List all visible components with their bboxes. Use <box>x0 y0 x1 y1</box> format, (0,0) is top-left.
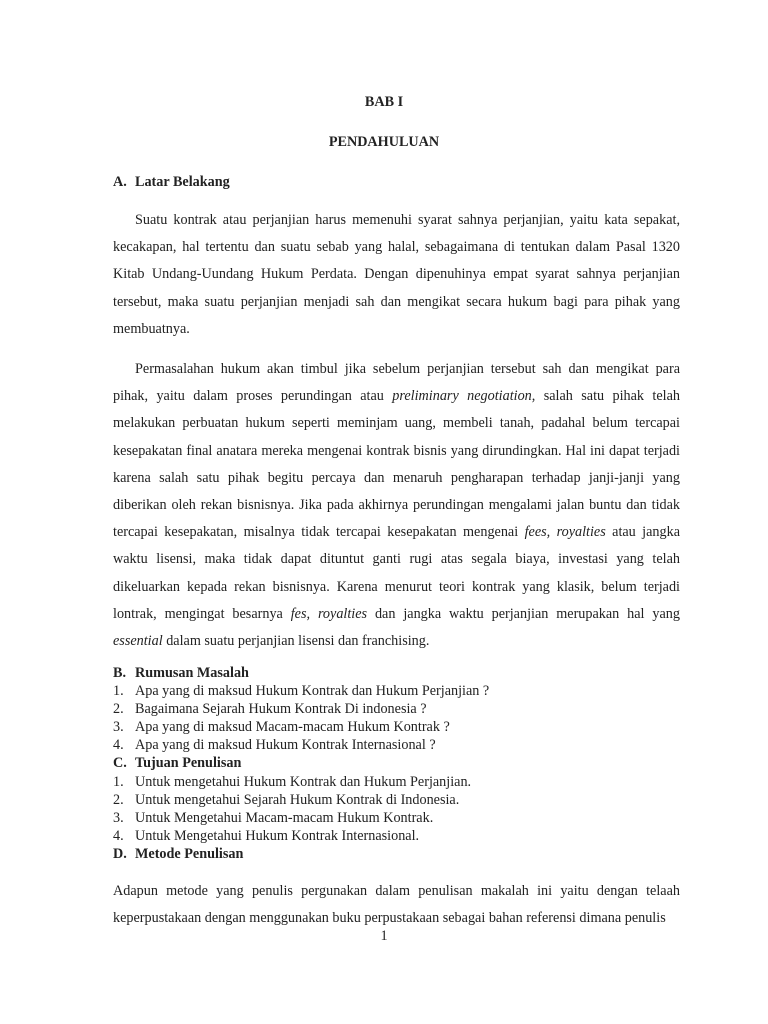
list-item-text: Untuk mengetahui Hukum Kontrak dan Hukum Perjanjian. <box>135 773 472 790</box>
list-item-text: Untuk mengetahui Sejarah Hukum Kontrak di Indonesia. <box>135 791 460 808</box>
section-c-title: Tujuan Penulisan <box>135 755 242 772</box>
list-item-number: 3. <box>113 809 124 826</box>
list-item-number: 4. <box>113 827 124 844</box>
paragraph-2-text-3: atau jangka waktu lisensi, maka tidak dapat dituntut ganti rugi atas segala biaya, investasi yang telah dikeluarkan kepada rekan bisnisnya. Karena menurut teori kontrak yang klasik, belum terjadi lontrak, mengingat besarnya <box>113 524 681 622</box>
section-c-label: C. <box>113 755 127 772</box>
section-d-heading <box>113 845 680 863</box>
paragraph-2-text-5: dalam suatu perjanjian lisensi dan franchising. <box>162 633 430 650</box>
paragraph-1: Suatu kontrak atau perjanjian harus memenuhi syarat sahnya perjanjian, yaitu kata sepakat, kecakapan, hal tertentu dan suatu sebab yang halal, sebagaimana di tentukan dalam Pasal 1320 Kitab Undang-Uundang Hukum Perdata. Dengan dipenuhinya empat syarat sahnya perjanjian tersebut, maka suatu perjanjian menjadi sah dan mengikat secara hukum bagi para pihak yang membuatnya. <box>113 212 680 337</box>
list-item <box>113 809 680 827</box>
chapter-number: BAB I <box>364 94 404 110</box>
list-item-text: Apa yang di maksud Hukum Kontrak Internasional ? <box>135 737 436 754</box>
list-item <box>113 773 680 791</box>
list-item-number: 1. <box>113 773 124 790</box>
list-item <box>113 700 680 718</box>
list-item-text: Apa yang di maksud Hukum Kontrak dan Hukum Perjanjian ? <box>135 683 490 700</box>
list-item-number: 2. <box>113 701 124 718</box>
list-item-number: 2. <box>113 791 124 808</box>
list-item <box>113 718 680 736</box>
paragraph-2-text-1: Permasalahan hukum akan timbul jika sebelum perjanjian tersebut sah dan mengikat para pihak, yaitu dalam proses perundingan atau <box>113 361 680 405</box>
paragraph-3 <box>113 878 680 932</box>
list-item-text: Apa yang di maksud Macam-macam Hukum Kontrak ? <box>135 719 450 736</box>
list-item <box>113 736 680 754</box>
list-item-number: 3. <box>113 719 124 736</box>
section-c-heading <box>113 754 680 772</box>
paragraph-2-italic-1: preliminary negotiation, <box>392 388 536 405</box>
list-item <box>113 827 680 845</box>
list-item-text: Untuk Mengetahui Macam-macam Hukum Kontrak. <box>135 809 434 826</box>
paragraph-2-italic-2: fees, royalties <box>524 524 606 541</box>
paragraph-2-text-4: dan jangka waktu perjanjian merupakan hal yang <box>367 605 680 622</box>
paragraph-2-italic-4: essential <box>113 633 163 650</box>
list-item <box>113 791 680 809</box>
list-item-number: 4. <box>113 737 124 754</box>
section-d-label: D. <box>113 845 127 862</box>
section-b-label: B. <box>113 665 127 681</box>
list-item-text: Untuk Mengetahui Hukum Kontrak Internasional. <box>135 827 420 844</box>
paragraph-2 <box>113 356 680 655</box>
section-a-label: A. <box>113 174 127 190</box>
paragraph-2-text-2: salah satu pihak telah melakukan perbuatan hukum seperti meminjam uang, membeli tanah, padahal belum tercapai kesepakatan final anatara mereka mengenai kontrak bisnis yang dirundingkan. Hal ini dapat terjadi karena salah satu pihak begitu percaya dan menaruh pengharapan terhadap janji-janji yang diberikan oleh rekan bisnisnya. Jika pada akhirnya perundingan mengalami jalan buntu dan tidak tercapai kesepakatan, misalnya tidak tercapai kesepakatan mengenai <box>113 388 680 541</box>
paragraph-3-text: Adapun metode yang penulis pergunakan dalam penulisan makalah ini yaitu dengan telaah keperpustakaan dengan menggunakan buku perpustakaan sebagai bahan referensi dimana penulis <box>113 883 680 927</box>
chapter-title: PENDAHULUAN <box>328 134 440 150</box>
list-item-number: 1. <box>113 683 124 700</box>
outline-list <box>113 664 680 863</box>
section-d-title: Metode Penulisan <box>135 845 244 862</box>
section-b-title: Rumusan Masalah <box>135 665 249 681</box>
list-item-text: Bagaimana Sejarah Hukum Kontrak Di indonesia ? <box>135 701 427 718</box>
section-a-heading <box>113 174 230 191</box>
paragraph-2-italic-3: fes, royalties <box>290 605 368 622</box>
section-b-heading <box>113 664 680 682</box>
section-a-title: Latar Belakang <box>135 174 230 190</box>
list-item <box>113 682 680 700</box>
page-number: 1 <box>380 928 388 944</box>
